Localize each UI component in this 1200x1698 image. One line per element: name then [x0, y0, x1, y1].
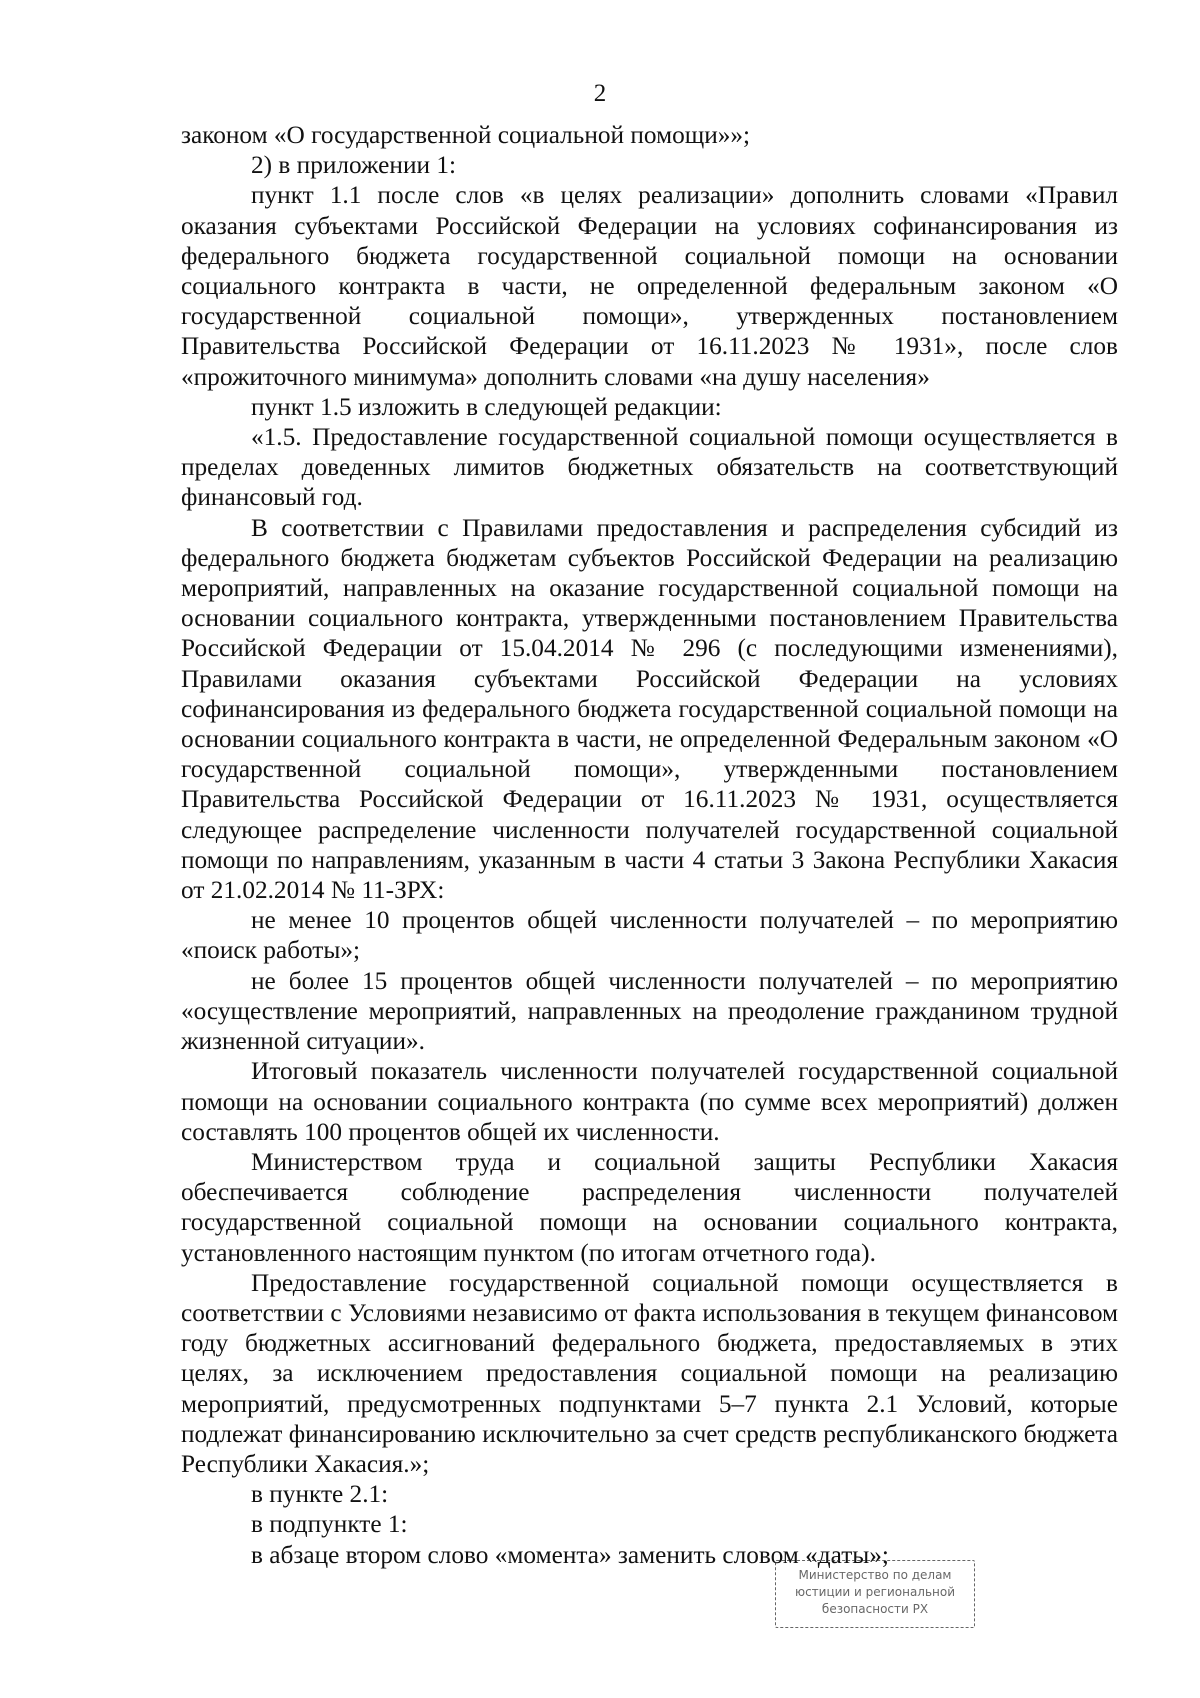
paragraph-continuation: законом «О государственной социальной помощи»»;: [181, 121, 751, 149]
paragraph-appendix-item: 2) в приложении 1:: [251, 151, 457, 180]
stamp-line: Министерство по делам: [798, 1568, 952, 1582]
paragraph-provision: Предоставление государственной социальной помощи осуществляется в соответствии с Условиями независимо от факта использования в текущем финансовом году бюджетных ассигнований федерального бюджета, предоставляемых в этих целях, за исключением предоставления социальной помощи на реализацию мероприятий, предусмотренных подпунктами 5–7 пункта 2.1 Условий, которые подлежат финансированию исключительно за счет средств республиканского бюджета Республики Хакасия.»;: [181, 1268, 1118, 1478]
paragraph-point-1-5-text: «1.5. Предоставление государственной социальной помощи осуществляется в пределах доведенных лимитов бюджетных обязательств на соответствующий финансовый год.: [181, 423, 1118, 512]
paragraph-second-abzac: в абзаце втором слово «момента» заменить словом «даты»;: [251, 1540, 889, 1569]
registration-stamp: [775, 1560, 975, 1628]
paragraph-point-1-1: пункт 1.1 после слов «в целях реализации» дополнить словами «Правил оказания субъектами Российской Федерации на условиях софинансирования из федерального бюджета государственной социальной помощи на основании социального контракта в части, не определенной федеральным законом «О государственной социальной помощи», утвержденных постановлением Правительства Российской Федерации от 16.11.2023 № 1931», после слов «прожиточного минимума» дополнить словами «на душу населения»: [181, 181, 1118, 391]
paragraph-subpoint-1: в подпункте 1:: [251, 1510, 408, 1539]
stamp-line: безопасности РХ: [821, 1602, 929, 1616]
stamp-line: юстиции и региональной: [794, 1585, 956, 1599]
paragraph-distribution-rules: В соответствии с Правилами предоставления и распределения субсидий из федерального бюджета бюджетам субъектов Российской Федерации на реализацию мероприятий, направленных на оказание государственной социальной помощи на основании социального контракта, утвержденными постановлением Правительства Российской Федерации от 15.04.2014 № 296 (с последующими изменениями), Правилами оказания субъектами Российской Федерации на условиях софинансирования из федерального бюджета государственной социальной помощи на основании социального контракта в части, не определенной Федеральным законом «О государственной социальной помощи», утвержденными постановлением Правительства Российской Федерации от 16.11.2023 № 1931, осуществляется следующее распределение численности получателей государственной социальной помощи по направлениям, указанным в части 4 статьи 3 Закона Республики Хакасия от 21.02.2014 № 11-ЗРХ:: [181, 513, 1118, 905]
paragraph-point-1-5-intro: пункт 1.5 изложить в следующей редакции:: [251, 392, 722, 421]
paragraph-job-search: не менее 10 процентов общей численности получателей – по мероприятию «поиск работы»;: [181, 906, 1118, 965]
document-body: [181, 120, 1118, 1570]
page-number: 2: [593, 80, 607, 107]
paragraph-ministry: Министерством труда и социальной защиты Республики Хакасия обеспечивается соблюдение распределения численности получателей государственной социальной помощи на основании социального контракта, установленного настоящим пунктом (по итогам отчетного года).: [181, 1147, 1118, 1267]
paragraph-total-indicator: Итоговый показатель численности получателей государственной социальной помощи на основании социального контракта (по сумме всех мероприятий) должен составлять 100 процентов общей их численности.: [181, 1057, 1118, 1146]
paragraph-point-2-1: в пункте 2.1:: [251, 1480, 389, 1509]
paragraph-life-situation: не более 15 процентов общей численности получателей – по мероприятию «осуществление мероприятий, направленных на преодоление гражданином трудной жизненной ситуации».: [181, 966, 1118, 1056]
